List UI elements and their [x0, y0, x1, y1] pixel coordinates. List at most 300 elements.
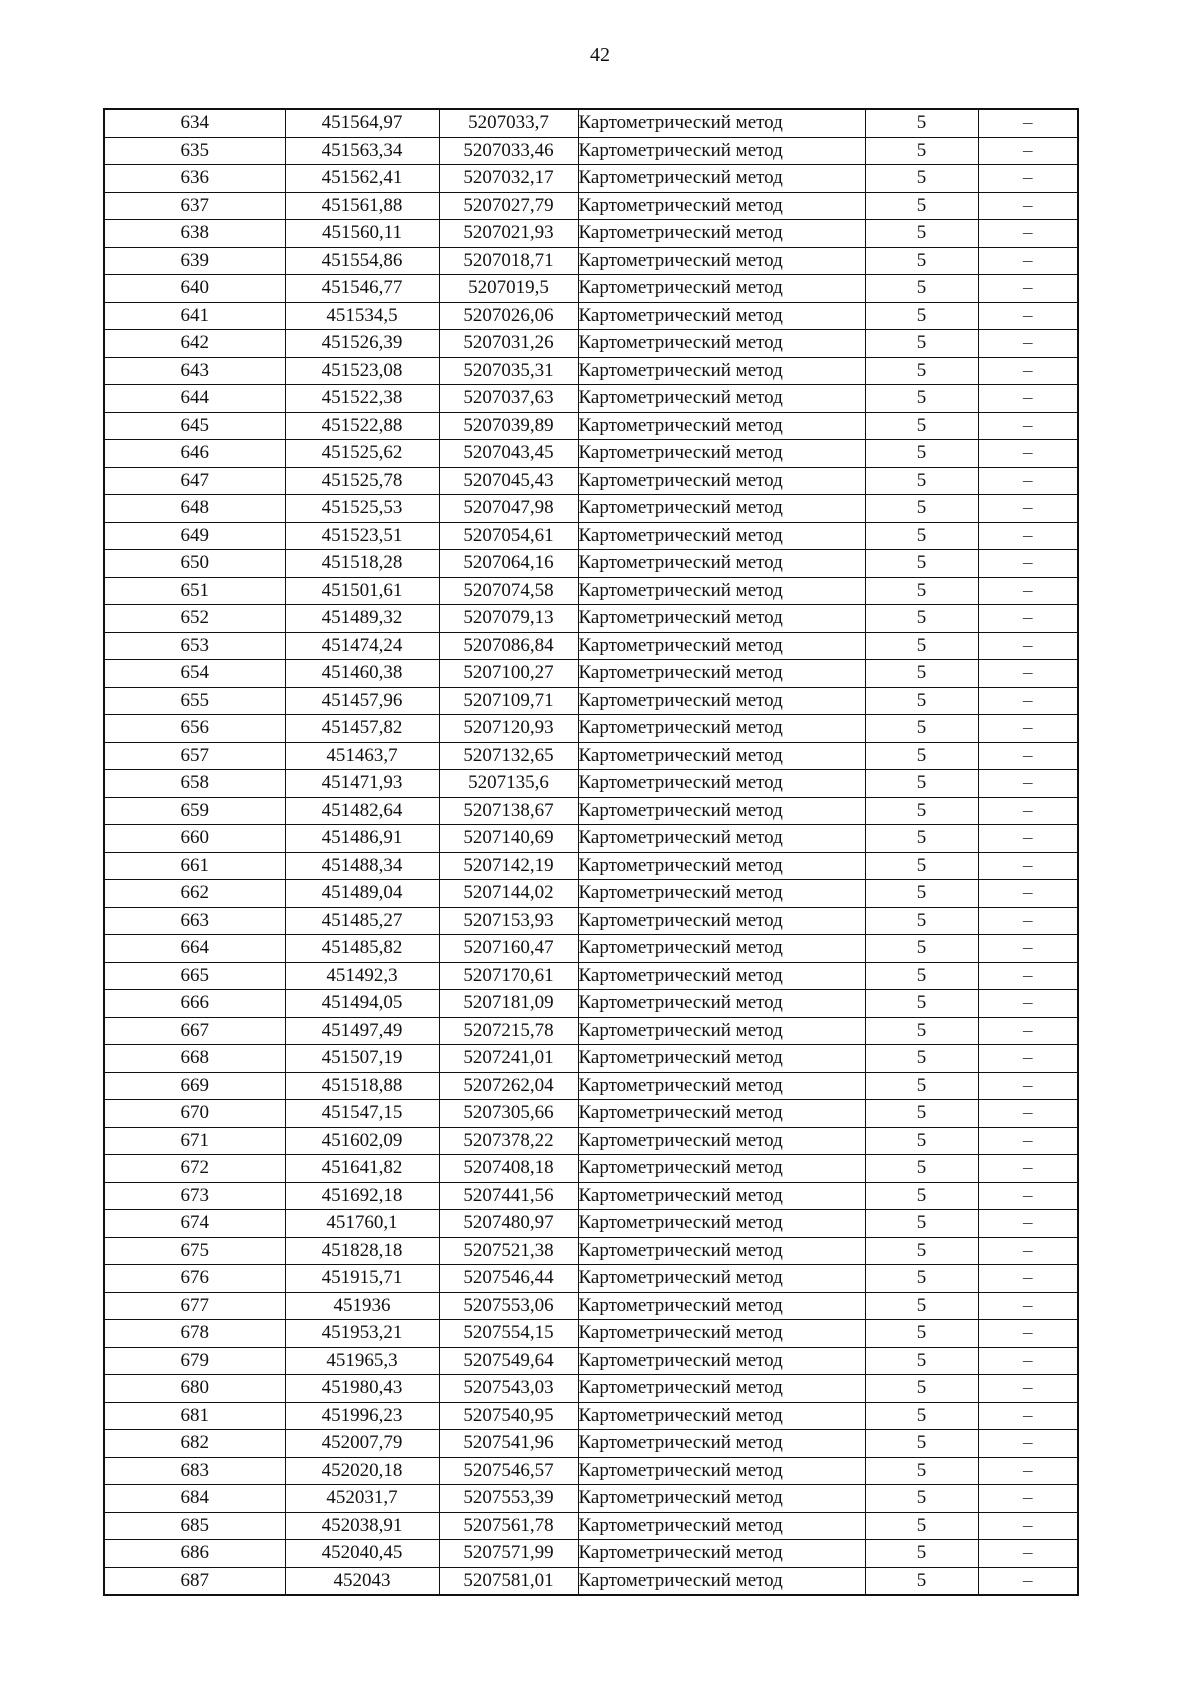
- method-cell: Картометрический метод: [578, 1347, 865, 1375]
- method-cell: Картометрический метод: [578, 907, 865, 935]
- table-row: [104, 522, 1078, 550]
- accuracy-cell: 5: [865, 1072, 978, 1100]
- accuracy-cell: 5: [865, 495, 978, 523]
- table-row: [104, 770, 1078, 798]
- table-row: [104, 275, 1078, 303]
- x-coordinate-cell: 451564,97: [285, 109, 439, 137]
- description-cell: –: [978, 907, 1078, 935]
- accuracy-cell: 5: [865, 797, 978, 825]
- x-coordinate-cell: 451525,53: [285, 495, 439, 523]
- table-row: [104, 412, 1078, 440]
- point-number-cell: 641: [104, 302, 285, 330]
- x-coordinate-cell: 451494,05: [285, 990, 439, 1018]
- point-number-cell: 659: [104, 797, 285, 825]
- table-row: [104, 1457, 1078, 1485]
- table-row: [104, 1265, 1078, 1293]
- x-coordinate-cell: 452020,18: [285, 1457, 439, 1485]
- y-coordinate-cell: 5207521,38: [439, 1237, 578, 1265]
- x-coordinate-cell: 451563,34: [285, 137, 439, 165]
- y-coordinate-cell: 5207031,26: [439, 330, 578, 358]
- description-cell: –: [978, 770, 1078, 798]
- point-number-cell: 645: [104, 412, 285, 440]
- method-cell: Картометрический метод: [578, 1072, 865, 1100]
- method-cell: Картометрический метод: [578, 825, 865, 853]
- point-number-cell: 646: [104, 440, 285, 468]
- table-row: [104, 1100, 1078, 1128]
- point-number-cell: 640: [104, 275, 285, 303]
- method-cell: Картометрический метод: [578, 605, 865, 633]
- x-coordinate-cell: 451692,18: [285, 1182, 439, 1210]
- point-number-cell: 666: [104, 990, 285, 1018]
- method-cell: Картометрический метод: [578, 1182, 865, 1210]
- table-row: [104, 880, 1078, 908]
- method-cell: Картометрический метод: [578, 385, 865, 413]
- accuracy-cell: 5: [865, 467, 978, 495]
- x-coordinate-cell: 451980,43: [285, 1375, 439, 1403]
- point-number-cell: 648: [104, 495, 285, 523]
- y-coordinate-cell: 5207215,78: [439, 1017, 578, 1045]
- table-row: [104, 962, 1078, 990]
- accuracy-cell: 5: [865, 440, 978, 468]
- method-cell: Картометрический метод: [578, 1320, 865, 1348]
- method-cell: Картометрический метод: [578, 1540, 865, 1568]
- method-cell: Картометрический метод: [578, 467, 865, 495]
- x-coordinate-cell: 451526,39: [285, 330, 439, 358]
- y-coordinate-cell: 5207160,47: [439, 935, 578, 963]
- x-coordinate-cell: 451602,09: [285, 1127, 439, 1155]
- point-number-cell: 650: [104, 550, 285, 578]
- x-coordinate-cell: 451489,04: [285, 880, 439, 908]
- description-cell: –: [978, 1182, 1078, 1210]
- description-cell: –: [978, 1237, 1078, 1265]
- point-number-cell: 639: [104, 247, 285, 275]
- y-coordinate-cell: 5207262,04: [439, 1072, 578, 1100]
- method-cell: Картометрический метод: [578, 1265, 865, 1293]
- x-coordinate-cell: 451489,32: [285, 605, 439, 633]
- x-coordinate-cell: 451561,88: [285, 192, 439, 220]
- y-coordinate-cell: 5207144,02: [439, 880, 578, 908]
- accuracy-cell: 5: [865, 247, 978, 275]
- method-cell: Картометрический метод: [578, 522, 865, 550]
- method-cell: Картометрический метод: [578, 715, 865, 743]
- accuracy-cell: 5: [865, 742, 978, 770]
- accuracy-cell: 5: [865, 385, 978, 413]
- point-number-cell: 638: [104, 220, 285, 248]
- table-row: [104, 1430, 1078, 1458]
- y-coordinate-cell: 5207480,97: [439, 1210, 578, 1238]
- y-coordinate-cell: 5207018,71: [439, 247, 578, 275]
- x-coordinate-cell: 452038,91: [285, 1512, 439, 1540]
- x-coordinate-cell: 452031,7: [285, 1485, 439, 1513]
- point-number-cell: 655: [104, 687, 285, 715]
- y-coordinate-cell: 5207033,46: [439, 137, 578, 165]
- table-row: [104, 1347, 1078, 1375]
- method-cell: Картометрический метод: [578, 687, 865, 715]
- method-cell: Картометрический метод: [578, 1100, 865, 1128]
- table-row: [104, 440, 1078, 468]
- x-coordinate-cell: 452043: [285, 1567, 439, 1595]
- accuracy-cell: 5: [865, 687, 978, 715]
- description-cell: –: [978, 632, 1078, 660]
- y-coordinate-cell: 5207553,39: [439, 1485, 578, 1513]
- y-coordinate-cell: 5207140,69: [439, 825, 578, 853]
- y-coordinate-cell: 5207045,43: [439, 467, 578, 495]
- point-number-cell: 635: [104, 137, 285, 165]
- method-cell: Картометрический метод: [578, 1210, 865, 1238]
- y-coordinate-cell: 5207074,58: [439, 577, 578, 605]
- accuracy-cell: 5: [865, 1237, 978, 1265]
- table-row: [104, 852, 1078, 880]
- y-coordinate-cell: 5207033,7: [439, 109, 578, 137]
- x-coordinate-cell: 451485,82: [285, 935, 439, 963]
- x-coordinate-cell: 451522,38: [285, 385, 439, 413]
- y-coordinate-cell: 5207241,01: [439, 1045, 578, 1073]
- y-coordinate-cell: 5207541,96: [439, 1430, 578, 1458]
- accuracy-cell: 5: [865, 1485, 978, 1513]
- point-number-cell: 636: [104, 165, 285, 193]
- method-cell: Картометрический метод: [578, 1375, 865, 1403]
- table-row: [104, 357, 1078, 385]
- y-coordinate-cell: 5207170,61: [439, 962, 578, 990]
- description-cell: –: [978, 1347, 1078, 1375]
- x-coordinate-cell: 451953,21: [285, 1320, 439, 1348]
- description-cell: –: [978, 522, 1078, 550]
- method-cell: Картометрический метод: [578, 770, 865, 798]
- table-row: [104, 137, 1078, 165]
- y-coordinate-cell: 5207378,22: [439, 1127, 578, 1155]
- y-coordinate-cell: 5207079,13: [439, 605, 578, 633]
- accuracy-cell: 5: [865, 962, 978, 990]
- point-number-cell: 672: [104, 1155, 285, 1183]
- coordinates-table: [103, 108, 1079, 1596]
- y-coordinate-cell: 5207441,56: [439, 1182, 578, 1210]
- point-number-cell: 644: [104, 385, 285, 413]
- description-cell: –: [978, 109, 1078, 137]
- x-coordinate-cell: 452040,45: [285, 1540, 439, 1568]
- accuracy-cell: 5: [865, 990, 978, 1018]
- y-coordinate-cell: 5207138,67: [439, 797, 578, 825]
- y-coordinate-cell: 5207305,66: [439, 1100, 578, 1128]
- method-cell: Картометрический метод: [578, 495, 865, 523]
- table-row: [104, 220, 1078, 248]
- method-cell: Картометрический метод: [578, 990, 865, 1018]
- x-coordinate-cell: 451492,3: [285, 962, 439, 990]
- description-cell: –: [978, 742, 1078, 770]
- description-cell: –: [978, 1457, 1078, 1485]
- accuracy-cell: 5: [865, 109, 978, 137]
- y-coordinate-cell: 5207581,01: [439, 1567, 578, 1595]
- point-number-cell: 642: [104, 330, 285, 358]
- accuracy-cell: 5: [865, 1155, 978, 1183]
- point-number-cell: 677: [104, 1292, 285, 1320]
- description-cell: –: [978, 495, 1078, 523]
- y-coordinate-cell: 5207086,84: [439, 632, 578, 660]
- description-cell: –: [978, 165, 1078, 193]
- method-cell: Картометрический метод: [578, 440, 865, 468]
- accuracy-cell: 5: [865, 1045, 978, 1073]
- x-coordinate-cell: 451518,28: [285, 550, 439, 578]
- table-row: [104, 1045, 1078, 1073]
- accuracy-cell: 5: [865, 1402, 978, 1430]
- method-cell: Картометрический метод: [578, 137, 865, 165]
- description-cell: –: [978, 357, 1078, 385]
- table-row: [104, 1237, 1078, 1265]
- method-cell: Картометрический метод: [578, 247, 865, 275]
- x-coordinate-cell: 452007,79: [285, 1430, 439, 1458]
- x-coordinate-cell: 451463,7: [285, 742, 439, 770]
- table-row: [104, 192, 1078, 220]
- page-number: 42: [590, 44, 610, 66]
- point-number-cell: 676: [104, 1265, 285, 1293]
- accuracy-cell: 5: [865, 907, 978, 935]
- x-coordinate-cell: 451460,38: [285, 660, 439, 688]
- point-number-cell: 681: [104, 1402, 285, 1430]
- table-row: [104, 467, 1078, 495]
- description-cell: –: [978, 1320, 1078, 1348]
- description-cell: –: [978, 1265, 1078, 1293]
- method-cell: Картометрический метод: [578, 1485, 865, 1513]
- accuracy-cell: 5: [865, 852, 978, 880]
- table-row: [104, 1182, 1078, 1210]
- x-coordinate-cell: 451482,64: [285, 797, 439, 825]
- x-coordinate-cell: 451507,19: [285, 1045, 439, 1073]
- accuracy-cell: 5: [865, 605, 978, 633]
- accuracy-cell: 5: [865, 1512, 978, 1540]
- y-coordinate-cell: 5207543,03: [439, 1375, 578, 1403]
- accuracy-cell: 5: [865, 275, 978, 303]
- description-cell: –: [978, 1375, 1078, 1403]
- x-coordinate-cell: 451546,77: [285, 275, 439, 303]
- x-coordinate-cell: 451936: [285, 1292, 439, 1320]
- table-row: [104, 247, 1078, 275]
- x-coordinate-cell: 451497,49: [285, 1017, 439, 1045]
- x-coordinate-cell: 451534,5: [285, 302, 439, 330]
- description-cell: –: [978, 880, 1078, 908]
- point-number-cell: 679: [104, 1347, 285, 1375]
- x-coordinate-cell: 451828,18: [285, 1237, 439, 1265]
- accuracy-cell: 5: [865, 577, 978, 605]
- table-row: [104, 797, 1078, 825]
- y-coordinate-cell: 5207554,15: [439, 1320, 578, 1348]
- method-cell: Картометрический метод: [578, 660, 865, 688]
- table-row: [104, 302, 1078, 330]
- y-coordinate-cell: 5207153,93: [439, 907, 578, 935]
- x-coordinate-cell: 451554,86: [285, 247, 439, 275]
- point-number-cell: 667: [104, 1017, 285, 1045]
- y-coordinate-cell: 5207054,61: [439, 522, 578, 550]
- description-cell: –: [978, 935, 1078, 963]
- method-cell: Картометрический метод: [578, 852, 865, 880]
- x-coordinate-cell: 451523,08: [285, 357, 439, 385]
- description-cell: –: [978, 247, 1078, 275]
- point-number-cell: 647: [104, 467, 285, 495]
- method-cell: Картометрический метод: [578, 1127, 865, 1155]
- table-row: [104, 165, 1078, 193]
- method-cell: Картометрический метод: [578, 1045, 865, 1073]
- table-row: [104, 1320, 1078, 1348]
- description-cell: –: [978, 1402, 1078, 1430]
- x-coordinate-cell: 451760,1: [285, 1210, 439, 1238]
- table-row: [104, 687, 1078, 715]
- x-coordinate-cell: 451547,15: [285, 1100, 439, 1128]
- table-row: [104, 1375, 1078, 1403]
- accuracy-cell: 5: [865, 1540, 978, 1568]
- method-cell: Картометрический метод: [578, 1512, 865, 1540]
- description-cell: –: [978, 577, 1078, 605]
- accuracy-cell: 5: [865, 550, 978, 578]
- method-cell: Картометрический метод: [578, 1155, 865, 1183]
- accuracy-cell: 5: [865, 1347, 978, 1375]
- accuracy-cell: 5: [865, 220, 978, 248]
- point-number-cell: 686: [104, 1540, 285, 1568]
- method-cell: Картометрический метод: [578, 1402, 865, 1430]
- x-coordinate-cell: 451522,88: [285, 412, 439, 440]
- description-cell: –: [978, 192, 1078, 220]
- table-row: [104, 1485, 1078, 1513]
- method-cell: Картометрический метод: [578, 109, 865, 137]
- description-cell: –: [978, 1485, 1078, 1513]
- table-row: [104, 935, 1078, 963]
- point-number-cell: 656: [104, 715, 285, 743]
- point-number-cell: 680: [104, 1375, 285, 1403]
- description-cell: –: [978, 1017, 1078, 1045]
- table-row: [104, 1210, 1078, 1238]
- table-row: [104, 577, 1078, 605]
- y-coordinate-cell: 5207181,09: [439, 990, 578, 1018]
- y-coordinate-cell: 5207546,44: [439, 1265, 578, 1293]
- table-row: [104, 1512, 1078, 1540]
- description-cell: –: [978, 1430, 1078, 1458]
- accuracy-cell: 5: [865, 522, 978, 550]
- accuracy-cell: 5: [865, 1320, 978, 1348]
- x-coordinate-cell: 451965,3: [285, 1347, 439, 1375]
- x-coordinate-cell: 451915,71: [285, 1265, 439, 1293]
- accuracy-cell: 5: [865, 1182, 978, 1210]
- x-coordinate-cell: 451523,51: [285, 522, 439, 550]
- accuracy-cell: 5: [865, 1567, 978, 1595]
- x-coordinate-cell: 451560,11: [285, 220, 439, 248]
- y-coordinate-cell: 5207549,64: [439, 1347, 578, 1375]
- table-row: [104, 1402, 1078, 1430]
- description-cell: –: [978, 1567, 1078, 1595]
- accuracy-cell: 5: [865, 1457, 978, 1485]
- x-coordinate-cell: 451485,27: [285, 907, 439, 935]
- description-cell: –: [978, 1100, 1078, 1128]
- table-row: [104, 1017, 1078, 1045]
- accuracy-cell: 5: [865, 825, 978, 853]
- accuracy-cell: 5: [865, 632, 978, 660]
- accuracy-cell: 5: [865, 192, 978, 220]
- accuracy-cell: 5: [865, 165, 978, 193]
- description-cell: –: [978, 660, 1078, 688]
- y-coordinate-cell: 5207100,27: [439, 660, 578, 688]
- description-cell: –: [978, 1155, 1078, 1183]
- description-cell: –: [978, 1210, 1078, 1238]
- point-number-cell: 687: [104, 1567, 285, 1595]
- accuracy-cell: 5: [865, 660, 978, 688]
- y-coordinate-cell: 5207120,93: [439, 715, 578, 743]
- method-cell: Картометрический метод: [578, 165, 865, 193]
- table-row: [104, 715, 1078, 743]
- x-coordinate-cell: 451525,62: [285, 440, 439, 468]
- method-cell: Картометрический метод: [578, 797, 865, 825]
- point-number-cell: 670: [104, 1100, 285, 1128]
- method-cell: Картометрический метод: [578, 357, 865, 385]
- accuracy-cell: 5: [865, 1265, 978, 1293]
- description-cell: –: [978, 137, 1078, 165]
- y-coordinate-cell: 5207047,98: [439, 495, 578, 523]
- table-row: [104, 1127, 1078, 1155]
- table-row: [104, 550, 1078, 578]
- description-cell: –: [978, 1512, 1078, 1540]
- table-row: [104, 1567, 1078, 1595]
- accuracy-cell: 5: [865, 357, 978, 385]
- table-row: [104, 907, 1078, 935]
- description-cell: –: [978, 1292, 1078, 1320]
- point-number-cell: 664: [104, 935, 285, 963]
- y-coordinate-cell: 5207561,78: [439, 1512, 578, 1540]
- method-cell: Картометрический метод: [578, 1567, 865, 1595]
- y-coordinate-cell: 5207021,93: [439, 220, 578, 248]
- y-coordinate-cell: 5207571,99: [439, 1540, 578, 1568]
- method-cell: Картометрический метод: [578, 275, 865, 303]
- point-number-cell: 671: [104, 1127, 285, 1155]
- description-cell: –: [978, 385, 1078, 413]
- x-coordinate-cell: 451474,24: [285, 632, 439, 660]
- table-row: [104, 1540, 1078, 1568]
- table-row: [104, 495, 1078, 523]
- method-cell: Картометрический метод: [578, 550, 865, 578]
- accuracy-cell: 5: [865, 1017, 978, 1045]
- point-number-cell: 654: [104, 660, 285, 688]
- point-number-cell: 634: [104, 109, 285, 137]
- y-coordinate-cell: 5207035,31: [439, 357, 578, 385]
- y-coordinate-cell: 5207043,45: [439, 440, 578, 468]
- description-cell: –: [978, 797, 1078, 825]
- y-coordinate-cell: 5207546,57: [439, 1457, 578, 1485]
- accuracy-cell: 5: [865, 935, 978, 963]
- table-row: [104, 825, 1078, 853]
- table-row: [104, 1292, 1078, 1320]
- description-cell: –: [978, 467, 1078, 495]
- accuracy-cell: 5: [865, 1430, 978, 1458]
- point-number-cell: 674: [104, 1210, 285, 1238]
- description-cell: –: [978, 687, 1078, 715]
- description-cell: –: [978, 550, 1078, 578]
- method-cell: Картометрический метод: [578, 302, 865, 330]
- description-cell: –: [978, 852, 1078, 880]
- description-cell: –: [978, 605, 1078, 633]
- y-coordinate-cell: 5207032,17: [439, 165, 578, 193]
- y-coordinate-cell: 5207135,6: [439, 770, 578, 798]
- point-number-cell: 658: [104, 770, 285, 798]
- point-number-cell: 665: [104, 962, 285, 990]
- description-cell: –: [978, 330, 1078, 358]
- description-cell: –: [978, 302, 1078, 330]
- point-number-cell: 682: [104, 1430, 285, 1458]
- y-coordinate-cell: 5207039,89: [439, 412, 578, 440]
- method-cell: Картометрический метод: [578, 962, 865, 990]
- point-number-cell: 685: [104, 1512, 285, 1540]
- point-number-cell: 662: [104, 880, 285, 908]
- method-cell: Картометрический метод: [578, 632, 865, 660]
- point-number-cell: 637: [104, 192, 285, 220]
- method-cell: Картометрический метод: [578, 880, 865, 908]
- method-cell: Картометрический метод: [578, 935, 865, 963]
- accuracy-cell: 5: [865, 1375, 978, 1403]
- description-cell: –: [978, 1045, 1078, 1073]
- x-coordinate-cell: 451518,88: [285, 1072, 439, 1100]
